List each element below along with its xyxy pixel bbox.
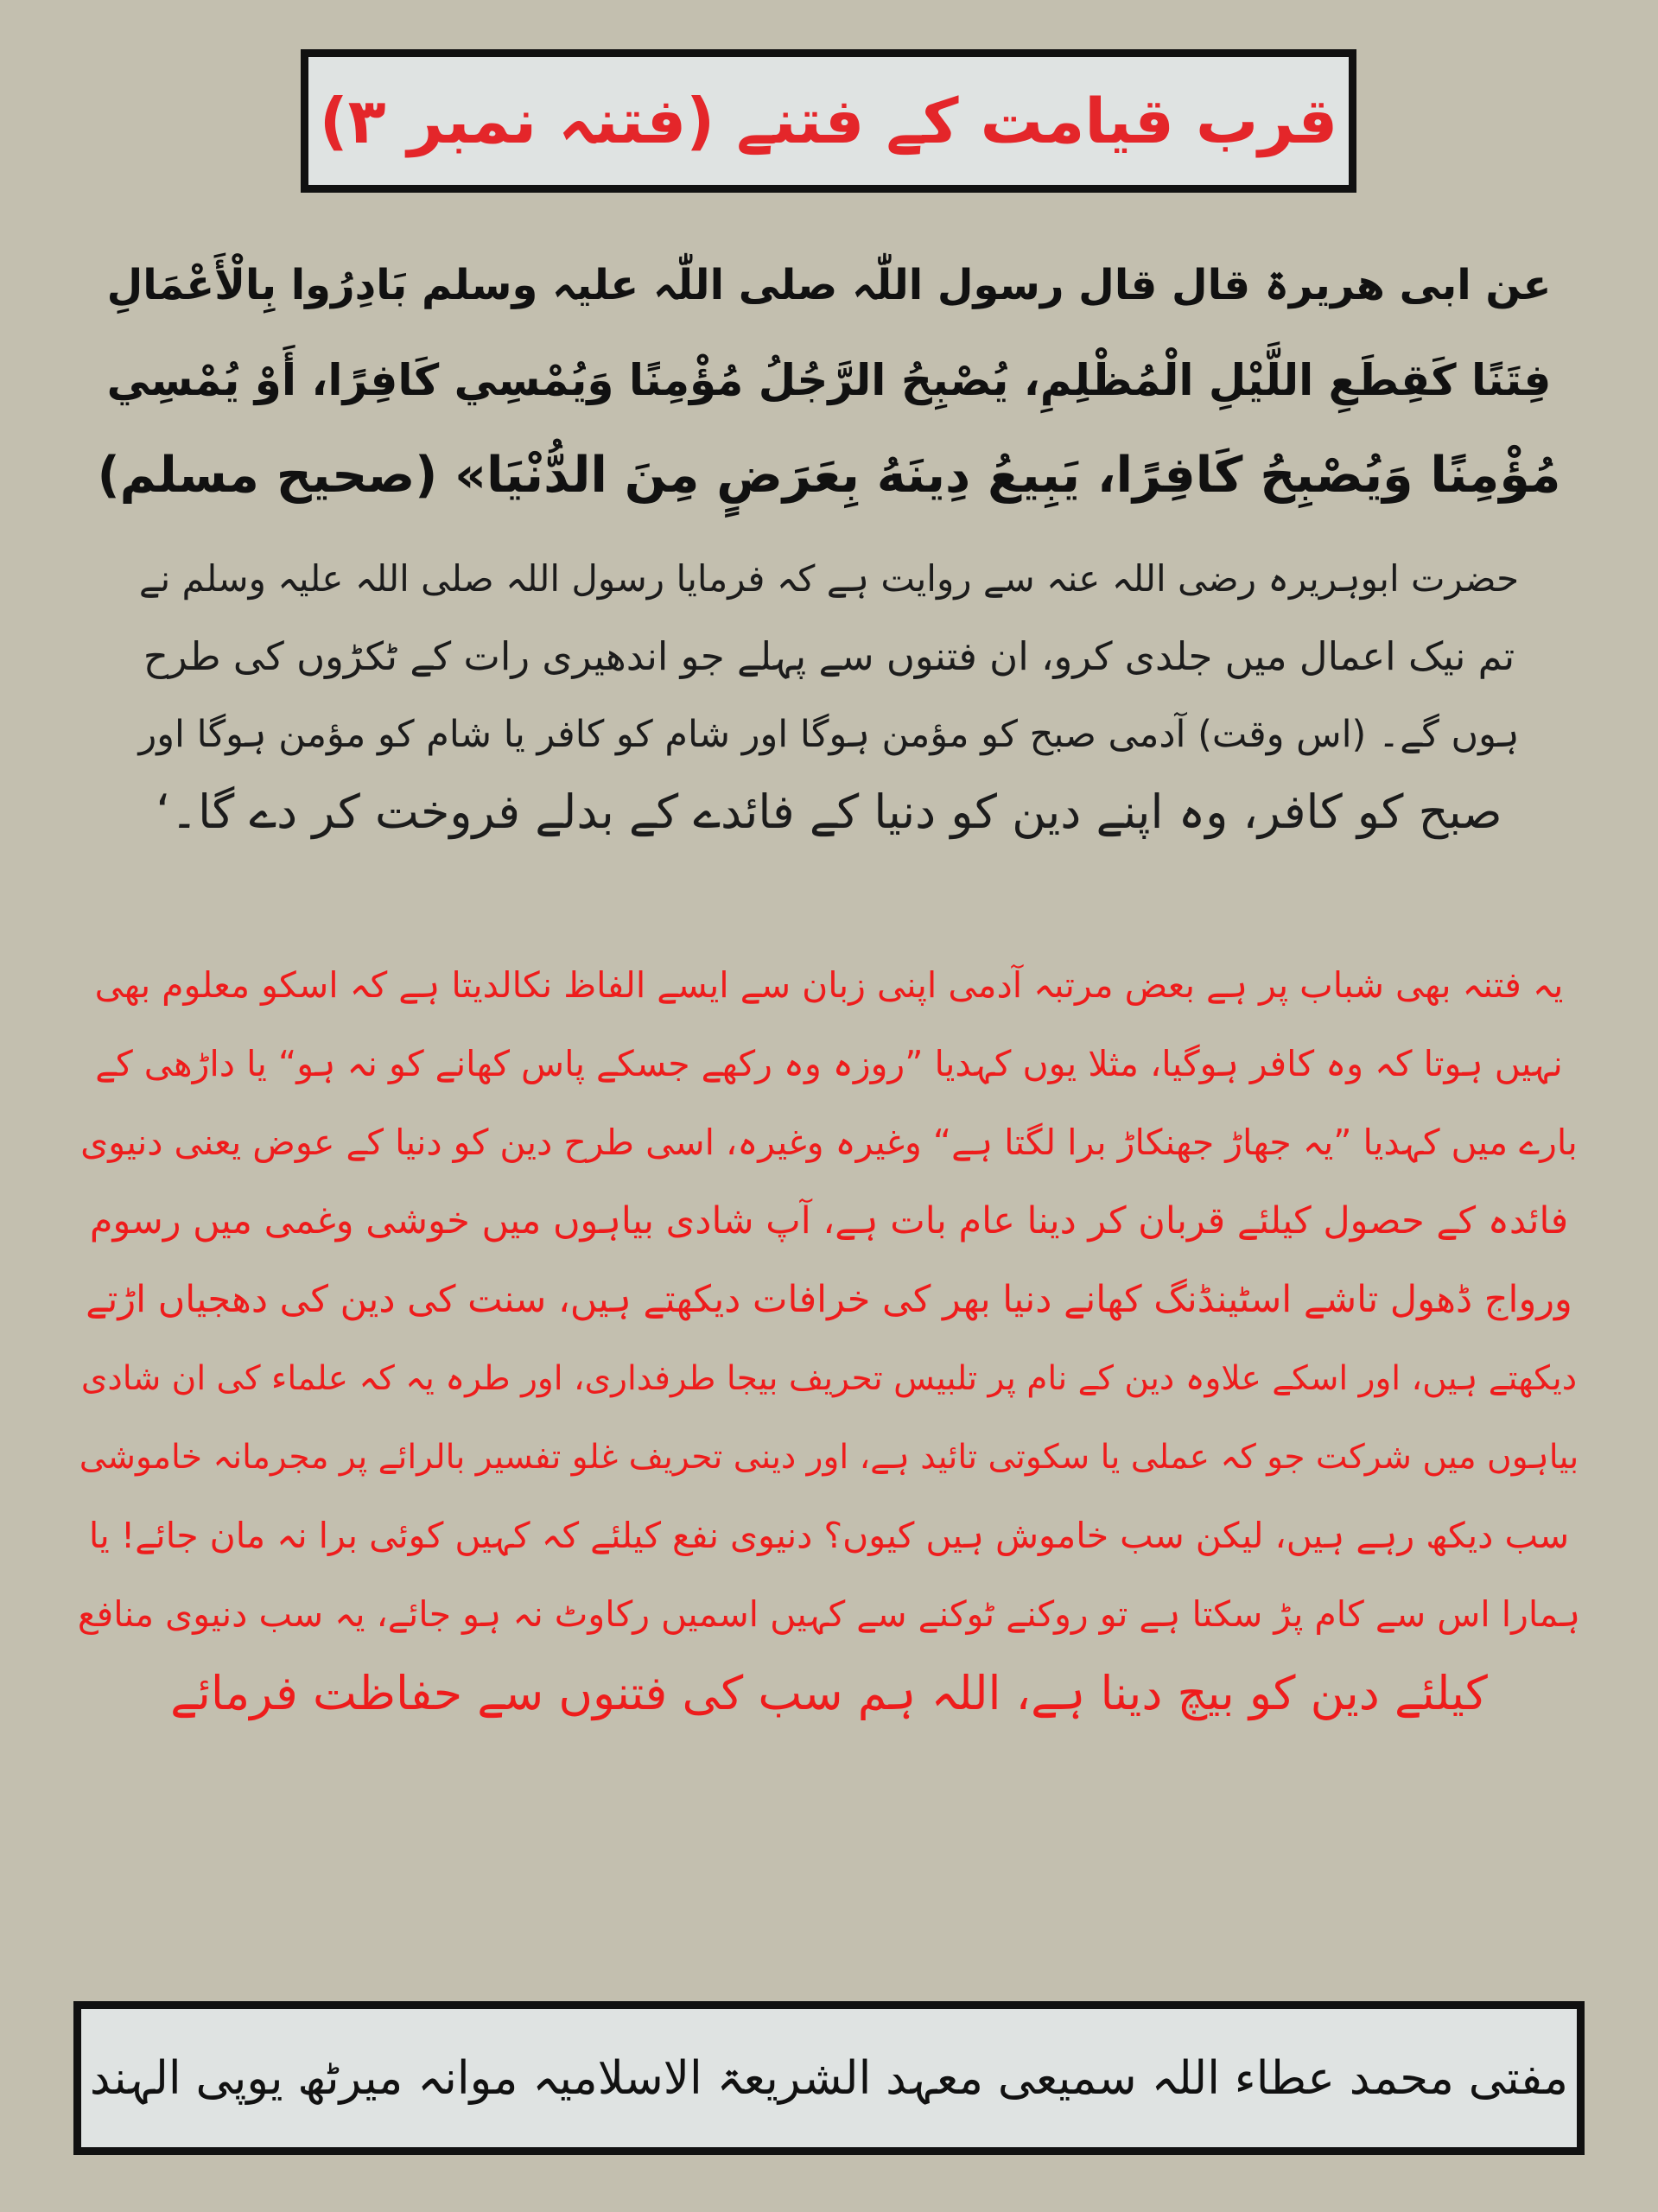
author-banner bbox=[73, 2001, 1585, 2155]
translation-line: تم نیک اعمال میں جلدی کرو، ان فتنوں سے پہلے جو اندھیری رات کے ٹکڑوں کی طرح bbox=[143, 633, 1515, 679]
commentary-line: نہیں ہوتا کہ وہ کافر ہوگیا، مثلا یوں کہدیا ”روزہ وہ رکھے جسکے پاس کھانے کو نہ ہو“ یا داڑھی کے bbox=[95, 1043, 1563, 1084]
author-credit: مفتی محمد عطاء اللہ سمیعی معہد الشریعۃ الاسلامیہ موانہ میرٹھ یوپی الہند bbox=[89, 2051, 1569, 2105]
translation-line: ہوں گے۔ (اس وقت) آدمی صبح کو مؤمن ہوگا اور شام کو کافر یا شام کو مؤمن ہوگا اور bbox=[138, 713, 1520, 756]
arabic-hadith-line: فِتَنًا كَقِطَعِ اللَّيْلِ الْمُظْلِمِ، يُصْبِحُ الرَّجُلُ مُؤْمِنًا وَيُمْسِي كَافِرًا، أَوْ يُمْسِي bbox=[106, 355, 1552, 405]
commentary-line: فائدہ کے حصول کیلئے قربان کر دینا عام بات ہے، آپ شادی بیاہوں میں خوشی وغمی میں رسوم bbox=[89, 1199, 1569, 1243]
title-banner bbox=[301, 49, 1356, 193]
page-title: قرب قیامت کے فتنے (فتنہ نمبر ۳) bbox=[319, 85, 1338, 157]
commentary-line: دیکھتے ہیں، اور اسکے علاوہ دین کے نام پر تلبیس تحریف بیجا طرفداری، اور طرہ یہ کہ علماء کی ان شادی bbox=[80, 1359, 1578, 1398]
commentary-line: بیاہوں میں شرکت جو کہ عملی یا سکوتی تائید ہے، اور دینی تحریف غلو تفسیر بالرائے پر مجرمانہ خاموشی bbox=[79, 1438, 1579, 1477]
commentary-block bbox=[69, 946, 1589, 1732]
urdu-translation-block bbox=[130, 540, 1528, 851]
commentary-line: ہمارا اس سے کام پڑ سکتا ہے تو روکنے ٹوکنے سے کہیں اسمیں رکاوٹ نہ ہو جائے، یہ سب دنیوی منافع bbox=[77, 1593, 1581, 1635]
translation-line: حضرت ابوہریرہ رضی اللہ عنہ سے روایت ہے کہ فرمایا رسول اللہ صلی اللہ علیہ وسلم نے bbox=[138, 557, 1520, 600]
commentary-line: کیلئے دین کو بیچ دینا ہے، اللہ ہم سب کی فتنوں سے حفاظت فرمائے bbox=[170, 1666, 1488, 1720]
commentary-line: سب دیکھ رہے ہیں، لیکن سب خاموش ہیں کیوں؟ دنیوی نفع کیلئے کہ کہیں کوئی برا نہ مان جائے! یا bbox=[88, 1515, 1570, 1556]
commentary-line: ورواج ڈھول تاشے اسٹینڈنگ کھانے دنیا بھر کی خرافات دیکھتے ہیں، سنت کی دین کی دھجیاں اڑتے bbox=[86, 1278, 1572, 1321]
commentary-line: یہ فتنہ بھی شباب پر ہے بعض مرتبہ آدمی اپنی زبان سے ایسے الفاظ نکالدیتا ہے کہ اسکو معلوم بھی bbox=[94, 964, 1564, 1006]
arabic-hadith-block bbox=[86, 238, 1572, 523]
commentary-line: بارے میں کہدیا ”یہ جھاڑ جھنکاڑ برا لگتا ہے“ وغیرہ وغیرہ، اسی طرح دین کو دنیا کے عوض یعنی دنیوی bbox=[80, 1122, 1578, 1163]
arabic-hadith-line: مُؤْمِنًا وَيُصْبِحُ كَافِرًا، يَبِيعُ دِينَهُ بِعَرَضٍ مِنَ الدُّنْيَا» (صحیح مسلم) bbox=[97, 447, 1561, 504]
translation-line: صبح کو کافر، وہ اپنے دین کو دنیا کے فائدے کے بدلے فروخت کر دے گا۔‘ bbox=[156, 785, 1502, 839]
arabic-hadith-line: عن ابی ھریرۃ قال قال رسول اللّٰہ صلی اللّٰہ علیہ وسلم بَادِرُوا بِالْأَعْمَالِ bbox=[106, 261, 1552, 309]
